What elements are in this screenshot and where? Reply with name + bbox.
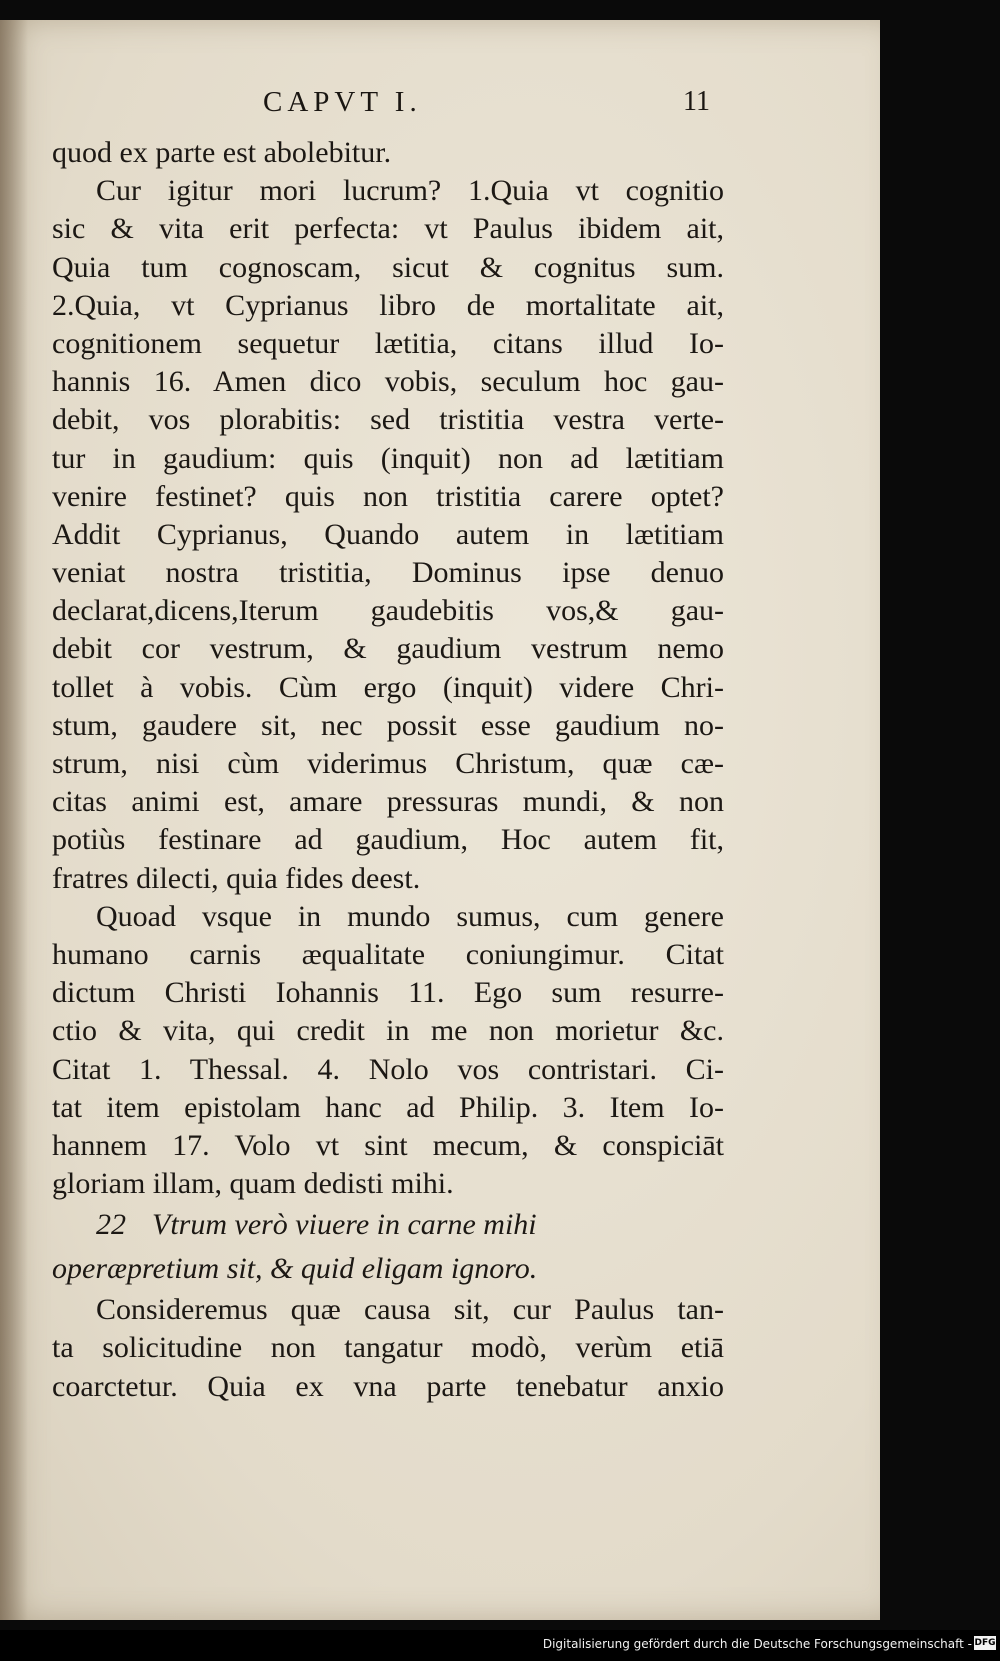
text-line: Citat 1. Thessal. 4. Nolo vos contristari. Ci- xyxy=(52,1052,724,1086)
dfg-logo: DFG xyxy=(974,1638,996,1648)
text-line: dictum Christi Iohannis 11. Ego sum resurre- xyxy=(52,976,724,1010)
text-block xyxy=(52,134,724,1406)
gutter-shadow xyxy=(0,20,28,1620)
text-line: stum, gaudere sit, nec possit esse gaudium no- xyxy=(52,708,724,742)
text-line: declarat,dicens,Iterum gaudebitis vos,& gau- xyxy=(52,594,724,628)
text-line: gloriam illam, quam dedisti mihi. xyxy=(52,1167,454,1201)
text-line: humano carnis æqualitate coniungimur. Citat xyxy=(52,937,724,971)
text-line: ta solicitudine non tangatur modò, verùm etiā xyxy=(52,1331,724,1365)
text-line: coarctetur. Quia ex vna parte tenebatur anxio xyxy=(52,1369,724,1403)
text-line: quod ex parte est abolebitur. xyxy=(52,136,392,169)
running-head: CAPVT I. xyxy=(263,86,422,118)
verse-line xyxy=(52,1203,724,1247)
book-page xyxy=(0,20,880,1620)
verse-line: operæpretium sit, & quid eligam ignoro. xyxy=(52,1252,538,1286)
page-header xyxy=(0,86,880,126)
text-line: ctio & vita, qui credit in me non morietur &c. xyxy=(52,1014,724,1048)
text-line: cognitionem sequetur lætitia, citans illud Io- xyxy=(52,326,724,360)
text-line: veniat nostra tristitia, Dominus ipse denuo xyxy=(52,556,724,590)
text-line: hannem 17. Volo vt sint mecum, & conspiciāt xyxy=(52,1128,724,1162)
text-line: Addit Cyprianus, Quando autem in lætitiam xyxy=(52,517,724,551)
text-line: tur in gaudium: quis (inquit) non ad lætitiam xyxy=(52,441,724,475)
text-line: venire festinet? quis non tristitia carere optet? xyxy=(52,479,724,513)
funding-credit: Digitalisierung gefördert durch die Deutsche Forschungsgemeinschaft - xyxy=(542,1637,972,1651)
text-line: Consideremus quæ causa sit, cur Paulus tan- xyxy=(96,1293,724,1327)
page-number: 11 xyxy=(683,86,710,117)
text-line: Cur igitur mori lucrum? 1.Quia vt cognitio xyxy=(96,174,724,208)
text-line: tat item epistolam hanc ad Philip. 3. Item Io- xyxy=(52,1090,724,1124)
text-line: 2.Quia, vt Cyprianus libro de mortalitate ait, xyxy=(52,288,724,322)
text-line: tollet à vobis. Cùm ergo (inquit) videre Chri- xyxy=(52,670,724,704)
verse-text: Vtrum verò viuere in carne mihi xyxy=(152,1208,537,1242)
text-line: Quoad vsque in mundo sumus, cum genere xyxy=(96,899,724,933)
text-line: Quia tum cognoscam, sicut & cognitus sum. xyxy=(52,250,724,284)
footer-bar xyxy=(0,1630,1000,1661)
text-line: strum, nisi cùm viderimus Christum, quæ cæ- xyxy=(52,747,724,780)
text-line: hannis 16. Amen dico vobis, seculum hoc gau- xyxy=(52,365,724,399)
text-line: fratres dilecti, quia fides deest. xyxy=(52,861,421,895)
verse-number: 22 xyxy=(96,1208,126,1242)
text-line: debit, vos plorabitis: sed tristitia vestra verte- xyxy=(52,403,724,437)
text-line: debit cor vestrum, & gaudium vestrum nemo xyxy=(52,632,724,666)
text-line: sic & vita erit perfecta: vt Paulus ibidem ait, xyxy=(52,212,724,246)
text-line: potiùs festinare ad gaudium, Hoc autem fit, xyxy=(52,823,724,857)
text-line: citas animi est, amare pressuras mundi, & non xyxy=(52,785,724,819)
